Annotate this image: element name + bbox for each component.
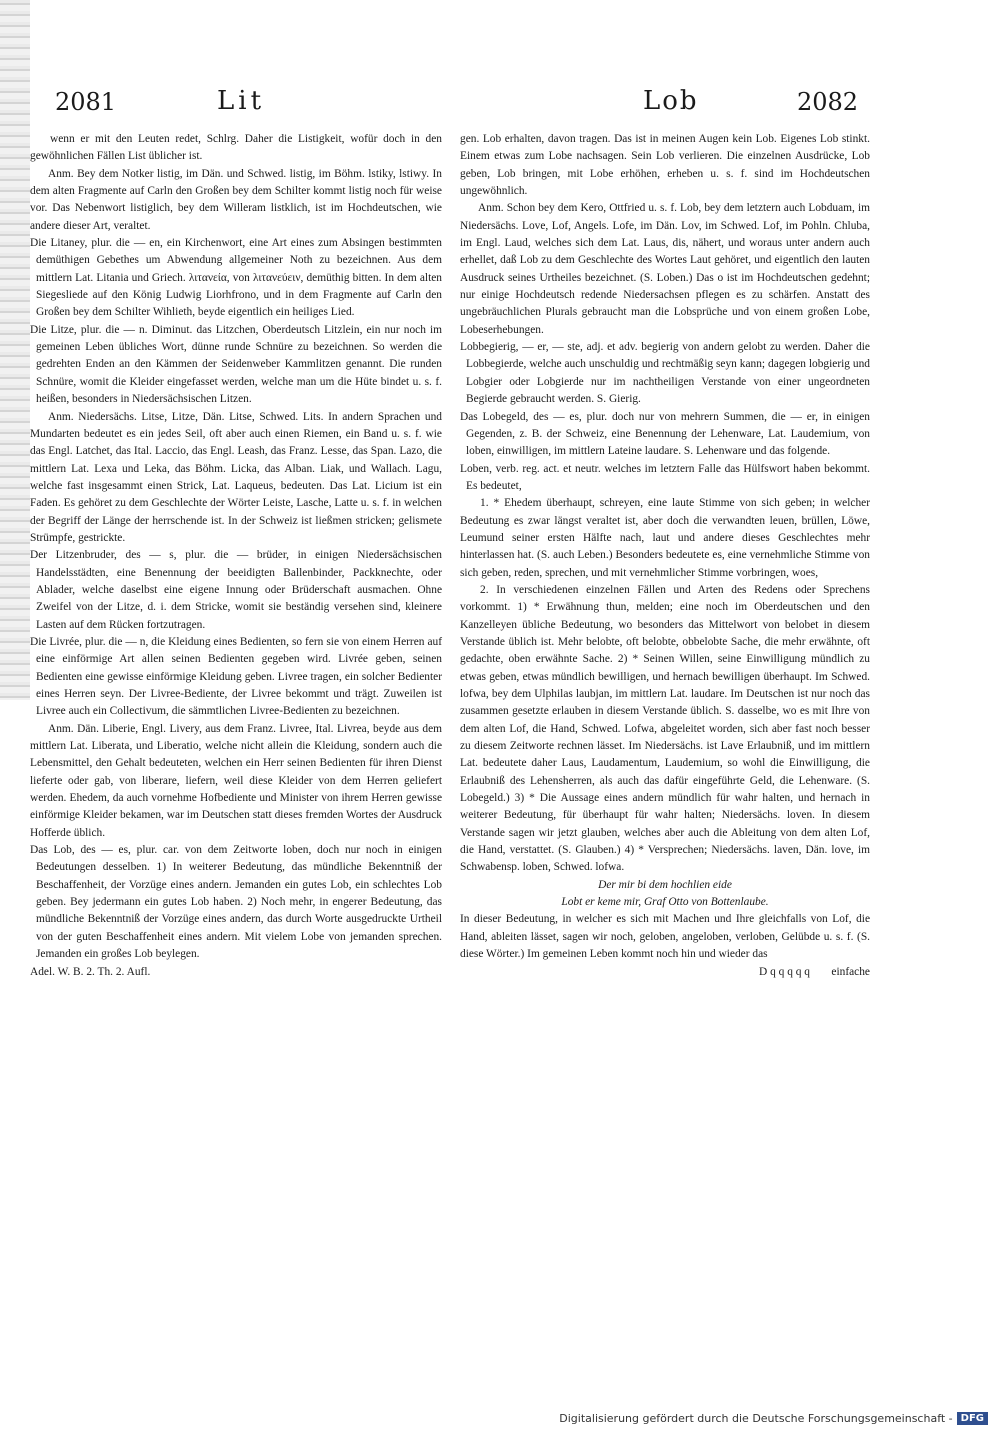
paragraph: In dieser Bedeutung, in welcher es sich mit Machen und Ihre gleichfalls von Lof, die Hand, ableiten lässet, sagen wir noch, geloben, angeloben, verloben, Gelübde u. s. f. (S. diese Wörter.) Im gemeinen Leben kommt noch hin und wieder das: [460, 913, 870, 961]
paragraph: Anm. Bey dem Notker listig, im Dän. und Schwed. listig, im Böhm. lstiky, lstiwy. In dem alten Fragmente auf Carln den Großen bey dem Schilter kommt listig noch für weise vor. Das Nebenwort listiglich, bey dem Willeram listklich, ist im Hochdeutschen, wie andere dieser Art, veraltet.: [30, 167, 442, 232]
catchword: einfache: [831, 965, 870, 978]
paragraph: 1. * Ehedem überhaupt, schreyen, eine laute Stimme von sich geben; in welcher Bedeutung es zwar längst veraltet ist, aber doch die verwandten leuen, brüllen, Löwe, Leumund seiner ersten Hälfte nach, laut und andere dieses Geschlechtes mehr hinterlassen hat. (S. auch Leben.) Besonders bedeutete es, eine vernehmliche Stimme von sich geben, reden, sprechen, und mit vernehmlicher Stimme vorbringen, woes,: [460, 497, 870, 579]
quoted-verse: Der mir bi dem hochlien eide: [598, 878, 732, 891]
paragraph: Anm. Schon bey dem Kero, Ottfried u. s. f. Lob, bey dem letztern auch Lobduam, im Niedersächs. Love, Lof, Angels. Lofe, im Dän. Lov, im Schwed. Lof, im Pohln. Chluba, im Engl. Laud, welches sich dem Lat. Laus, dis, nähert, und woraus unter andern auch erhellet, daß Lob zu dem Geschlechte des Wortes Laut gehöret, und eigentlich den lauten Ausdruck seines Urtheiles bezeichnet. (S. Loben.) Das o ist im Hochdeutschen gedehnt; nur einige Hochdeutsch redende Niedersachsen pflegen es zu schärfen. Anstatt des ungebräuchlichen Plurals gebraucht man die Lobsprüche und von einem großen Lobe, Lobeserhebungen.: [460, 202, 870, 336]
dictionary-entry: Die Livrée, plur. die — n, die Kleidung eines Bedienten, so fern sie von einem Herren auf eine einförmige Art allen seinen Bedienten gegeben wird. Livrée geben, seinen Bedienten eine gewisse einförmige Kleidung geben. Livree tragen, ein solcher Bedienter eines Herren seyn. Der Livree-Bediente, der Livree bekommt und trägt. Zuweilen ist Livree auch ein Collectivum, die sämmtlichen Livree-Bedienten zu bezeichnen.: [30, 635, 442, 718]
dictionary-entry: Die Litaney, plur. die — en, ein Kirchenwort, eine Art eines zum Absingen bestimmten demüthigen Gebethes um Abwendung allgemeiner Noth zu bezeichnen. Aus dem mittlern Lat. Litania und Griech. λιτανεία, von λιτανεύειν, demüthig bitten. In dem alten Siegesliede auf den König Ludwig Liorhfrono, und in dem Fragmente auf Carln den Großen bey dem Schilter Wihlieth, beyde eigentlich ein heiliges Lied.: [30, 237, 442, 319]
right-column: [460, 131, 870, 981]
paragraph: gen. Lob erhalten, davon tragen. Das ist in meinen Augen kein Lob. Eigenes Lob stinkt. Einem etwas zum Lobe nachsagen. Sein Lob verlieren. Die einzelnen Ausdrücke, Lob geben, Lob bringen, mit Lobe erhöhen, erheben u. s. f. sind im Hochdeutschen ungewöhnlich.: [460, 133, 870, 198]
paragraph: Anm. Dän. Liberie, Engl. Livery, aus dem Franz. Livree, Ital. Livrea, beyde aus dem mittlern Lat. Liberata, und Liberatio, welche nicht allein die Kleidung, sondern auch die Lebensmittel, den Gehalt bedeuteten, welchen ein Herr seinen Bedienten für ihren Dienst lieferte oder gab, von liberare, liefern, weil diese Kleider von dem Herren geliefert werden. Ehedem, da auch vornehme Hofbediente und Minister von ihrem Herren gewisse einförmige Kleider bekamen, war im Deutschen statt dieses fremden Wortes der Ausdruck Hofferde üblich.: [30, 722, 442, 839]
signature-mark: [460, 964, 870, 981]
dictionary-entry: Die Litze, plur. die — n. Diminut. das Litzchen, Oberdeutsch Litzlein, ein nur noch im gemeinen Leben übliches Wort, dünne runde Schnüre zu bezeichnen. So werden die gedrehten Enden an den Kämmen der Seidenweber Kammlitzen genannt. Die runden Schnüre, womit die Kleider eingefasset werden, welche man um die Hüte bindet u. s. f. heißen, besonders in Niedersächsischen Litzen.: [30, 323, 442, 406]
running-head-right: Lob: [643, 86, 699, 116]
running-head-left: Lit: [217, 86, 266, 116]
paragraph: wenn er mit den Leuten redet, Schlrg. Daher die Listigkeit, wofür doch in den gewöhnlichen Fällen List üblicher ist.: [30, 133, 442, 163]
page-header: [55, 88, 875, 128]
signature-text: D q q q q q: [759, 965, 810, 978]
page-number-left: 2081: [55, 88, 117, 116]
scan-binding-edge: [0, 0, 30, 700]
dictionary-entry: Loben, verb. reg. act. et neutr. welches im letztern Falle das Hülfswort haben bekommt. Es bedeutet,: [460, 462, 870, 492]
dictionary-entry: Das Lob, des — es, plur. car. von dem Zeitworte loben, doch nur noch in einigen Bedeutungen desselben. 1) In weiterer Bedeutung, das mündliche Bekenntniß der Beschaffenheit, der Vorzüge eines andern. Jemanden ein gutes Lob, ein schlechtes Lob geben. Bey jedermann ein gutes Lob haben. 2) Noch mehr, in engerer Bedeutung, das mündliche Bekenntniß der Vorzüge eines andern, das durch Worte ausgedruckte Urtheil von der guten Beschaffenheit eines andern. Mit vielem Lobe von jemanden sprechen. Jemanden ein großes Lob beylegen.: [30, 844, 442, 961]
digitization-credit: [559, 1412, 988, 1425]
signature-line: Adel. W. B. 2. Th. 2. Aufl.: [30, 965, 151, 978]
left-column: [30, 131, 442, 981]
dictionary-entry: Lobbegierig, — er, — ste, adj. et adv. begierig von andern gelobt zu werden. Daher die Lobbegierde, welche auch unschuldig und rechtmäßig seyn kann; dagegen lobgierig und Lobgier oder Lobgierde nur im nachtheiligen Verstande von einer ungeordneten Begierde gebraucht werden. S. Gierig.: [460, 341, 870, 406]
credit-text: Digitalisierung gefördert durch die Deutsche Forschungsgemeinschaft -: [559, 1412, 953, 1425]
page-number-right: 2082: [797, 88, 859, 116]
dictionary-entry: Das Lobegeld, des — es, plur. doch nur von mehrern Summen, die — er, in einigen Gegenden, z. B. der Schweiz, eine Benennung der Lehenware, Lat. Laudemium, von loben, einwilligen, im mittlern Lateine laudare. S. Lehenware und das folgende.: [460, 410, 870, 458]
paragraph: 2. In verschiedenen einzelnen Fällen und Arten des Redens oder Sprechens vorkommt. 1) * Erwähnung thun, melden; eine noch im Oberdeutschen und den Kanzelleyen übliche Bedeutung, wo besonders das Mittelwort von belobet in diesem Verstande üblich ist. Mehr belobte, oft belobte, obbelobte Sache, die mehr erwähnte, oft gedachte, oben erwähnte Sache. 2) * Seinen Willen, seine Einwilligung mündlich zu etwas geben, etwas mündlich bewilligen, und hernach bewilligen überhaupt. Im Schwed. lofwa, bey dem Ulphilas laubjan, im mittlern Lat. laudare. Im Deutschen ist nur noch das zusammen gesetzte erlauben in diesem Verstande üblich. S. dasselbe, wo es mit Ihre von dem alten Lof, die Hand, Schwed. Lofwa, abgeleitet worden, sich aber fast noch besser zu diesem Zeitworte rechnen lässet. Im Niedersächs. ist Lave Erlaubniß, und im mittlern Lat. bedeutete daher Laus, Laudamentum, Laudemium, so wohl die Einwilligung, die Erlaubniß des Lehensherren, als auch das dafür eingeführte Geld, die Lehenware. (S. Lobegeld.) 3) * Die Aussage eines andern mündlich für wahr halten, und hernach in weiterer Bedeutung, für überhaupt für wahr halten; Niedersächs. loven. In diesem Verstande sagen wir jetzt glauben, welches aber auch die Ableitung von dem alten Lof, die Hand, verstattet. (S. Glauben.) 4) * Versprechen; Niedersächs. laven, Dän. love, im Schwabensp. loben, Schwed. lofwa.: [460, 583, 870, 874]
quoted-verse: Lobt er keme mir, Graf Otto von Bottenlaube.: [561, 896, 769, 909]
dictionary-entry: Der Litzenbruder, des — s, plur. die — brüder, in einigen Niedersächsischen Handelsstädten, eine Benennung der beeidigten Ballenbinder, Packknechte, oder Ablader, welche daselbst eine eigene Innung oder Brüderschaft ausmachen. Ohne Zweifel von der Litze, d. i. dem Stricke, womit sie beständig versehen sind, kleinere Lasten auf dem Rücken fortzutragen.: [30, 549, 442, 631]
paragraph: Anm. Niedersächs. Litse, Litze, Dän. Litse, Schwed. Lits. In andern Sprachen und Mundarten bedeutet es ein jedes Seil, oft aber auch einen Riemen, ein Band u. s. f. wie das Engl. Latchet, das Ital. Laccio, das Engl. Leash, das Franz. Lesse, das Span. Lazo, die mittlern Lat. Lexa und Leka, das Böhm. Licka, das Alban. Liak, und Wallach. Lagu, welche fast insgesammt einen Strick, Lat. Laqueus, bedeuten. Das Lat. Licium ist ein Faden. Es gehöret zu dem Geschlechte der Wörter Leiste, Lasche, Latte u. s. f. in welchen der Begriff der Länge der herrschende ist. In der Schweiz ist ließmen stricken; gelismete Strümpfe, gestrickte.: [30, 410, 442, 544]
dfg-logo: DFG: [957, 1412, 988, 1425]
